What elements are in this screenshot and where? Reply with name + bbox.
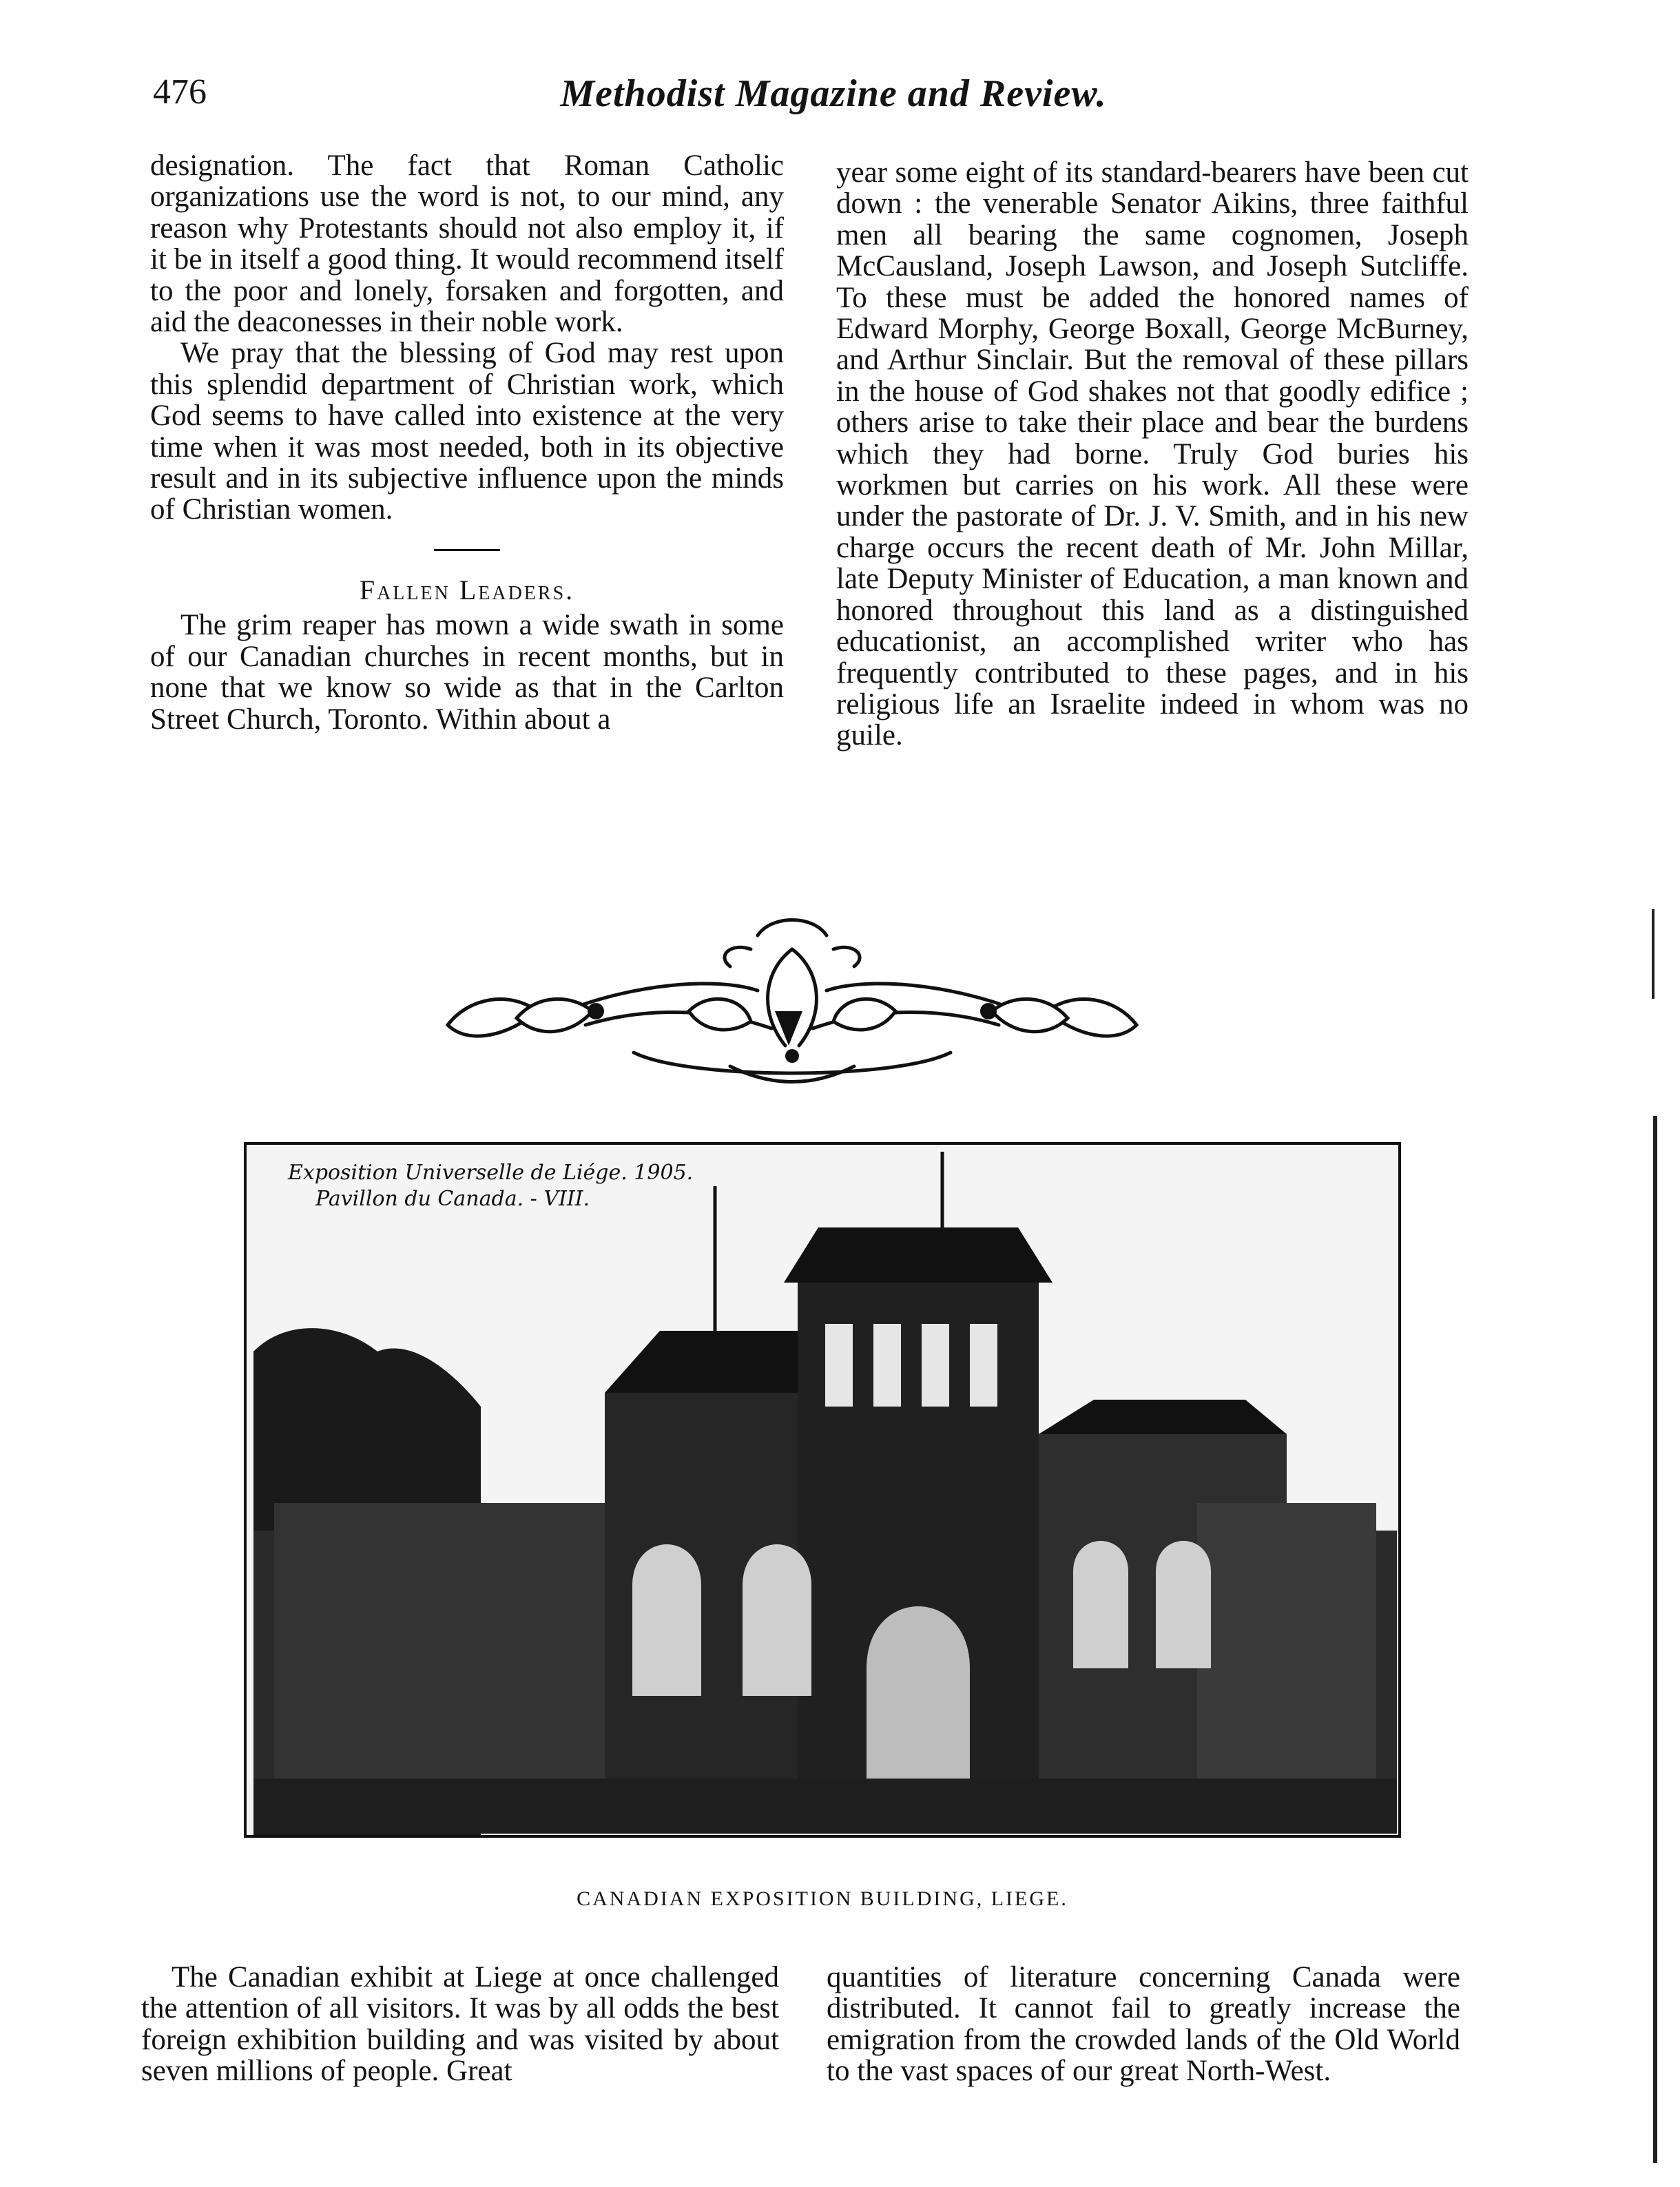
figure-caption: CANADIAN EXPOSITION BUILDING, LIEGE.: [577, 1887, 1068, 1910]
paragraph-blessing: We pray that the blessing of God may rest upon this splendid department of Christian work, which God seems to have called into existence at the very time when it was most needed, both in its objective result and in its subjective influence upon the minds of Christian women.: [150, 337, 784, 526]
paragraph-standard-bearers: year some eight of its standard-bearers have been cut down : the venerable Senator Aikins, three faithful men all bearing the same cognomen, Joseph McCausland, Joseph Lawson, and Joseph Sutcliffe. To these must be added the honored names of Edward Morphy, George Boxall, George McBurney, and Arthur Sinclair. But the removal of these pillars in the house of God shakes not that goodly edifice ; others arise to take their place and bear the burdens which they had borne. Truly God buries his workmen but carries on his work. All these were under the pastorate of Dr. J. V. Smith, and in his new charge occurs the recent death of Mr. John Millar, late Deputy Minister of Education, a man known and honored throughout this land as a distinguished educationist, an accomplished writer who has frequently contributed to these pages, and in his religious life an Israelite indeed in whom was no guile.: [836, 156, 1469, 752]
bottom-left-column: [141, 1962, 779, 2087]
paragraph-deaconess-designation: designation. The fact that Roman Catholic organizations use the word is not, to our mind, any reason why Protestants should not also employ it, if it be in itself a good thing. It would recommend itself to the poor and lonely, forsaken and forgotten, and aid the deaconesses in their noble work.: [150, 149, 784, 339]
section-divider-rule: [434, 549, 500, 551]
photo-inscription-line-1: Exposition Universelle de Liége. 1905.: [288, 1161, 694, 1185]
top-right-column: [836, 157, 1469, 752]
building-illustration: [247, 1145, 1398, 1835]
paragraph-grim-reaper: The grim reaper has mown a wide swath in some of our Canadian churches in recent months, but in none that we know so wide as that in the Carlton Street Church, Toronto. Within about a: [150, 609, 784, 736]
exposition-building-photograph: [244, 1142, 1401, 1838]
floral-ornament-divider: [427, 908, 1157, 1094]
section-heading-fallen-leaders: Fallen Leaders.: [359, 574, 575, 605]
right-margin-scan-mark: [1652, 909, 1655, 999]
top-left-column: [150, 150, 784, 735]
page-number: 476: [153, 72, 207, 112]
photo-inscription: [288, 1160, 693, 1212]
running-title: Methodist Magazine and Review.: [560, 72, 1107, 115]
photo-inscription-line-2: Pavillon du Canada. - VIII.: [315, 1187, 590, 1211]
bottom-right-column: [827, 1962, 1460, 2087]
paragraph-literature-quantities: quantities of literature concerning Canada were distributed. It cannot fail to greatly increase the emigration from the crowded lands of the Old World to the vast spaces of our great North-West.: [827, 1961, 1460, 2088]
right-margin-scan-mark: [1653, 1116, 1657, 2163]
paragraph-canadian-exhibit: The Canadian exhibit at Liege at once challenged the attention of all visitors. It was by all odds the best foreign exhibition building and was visited by about seven millions of people. Great: [141, 1961, 779, 2088]
